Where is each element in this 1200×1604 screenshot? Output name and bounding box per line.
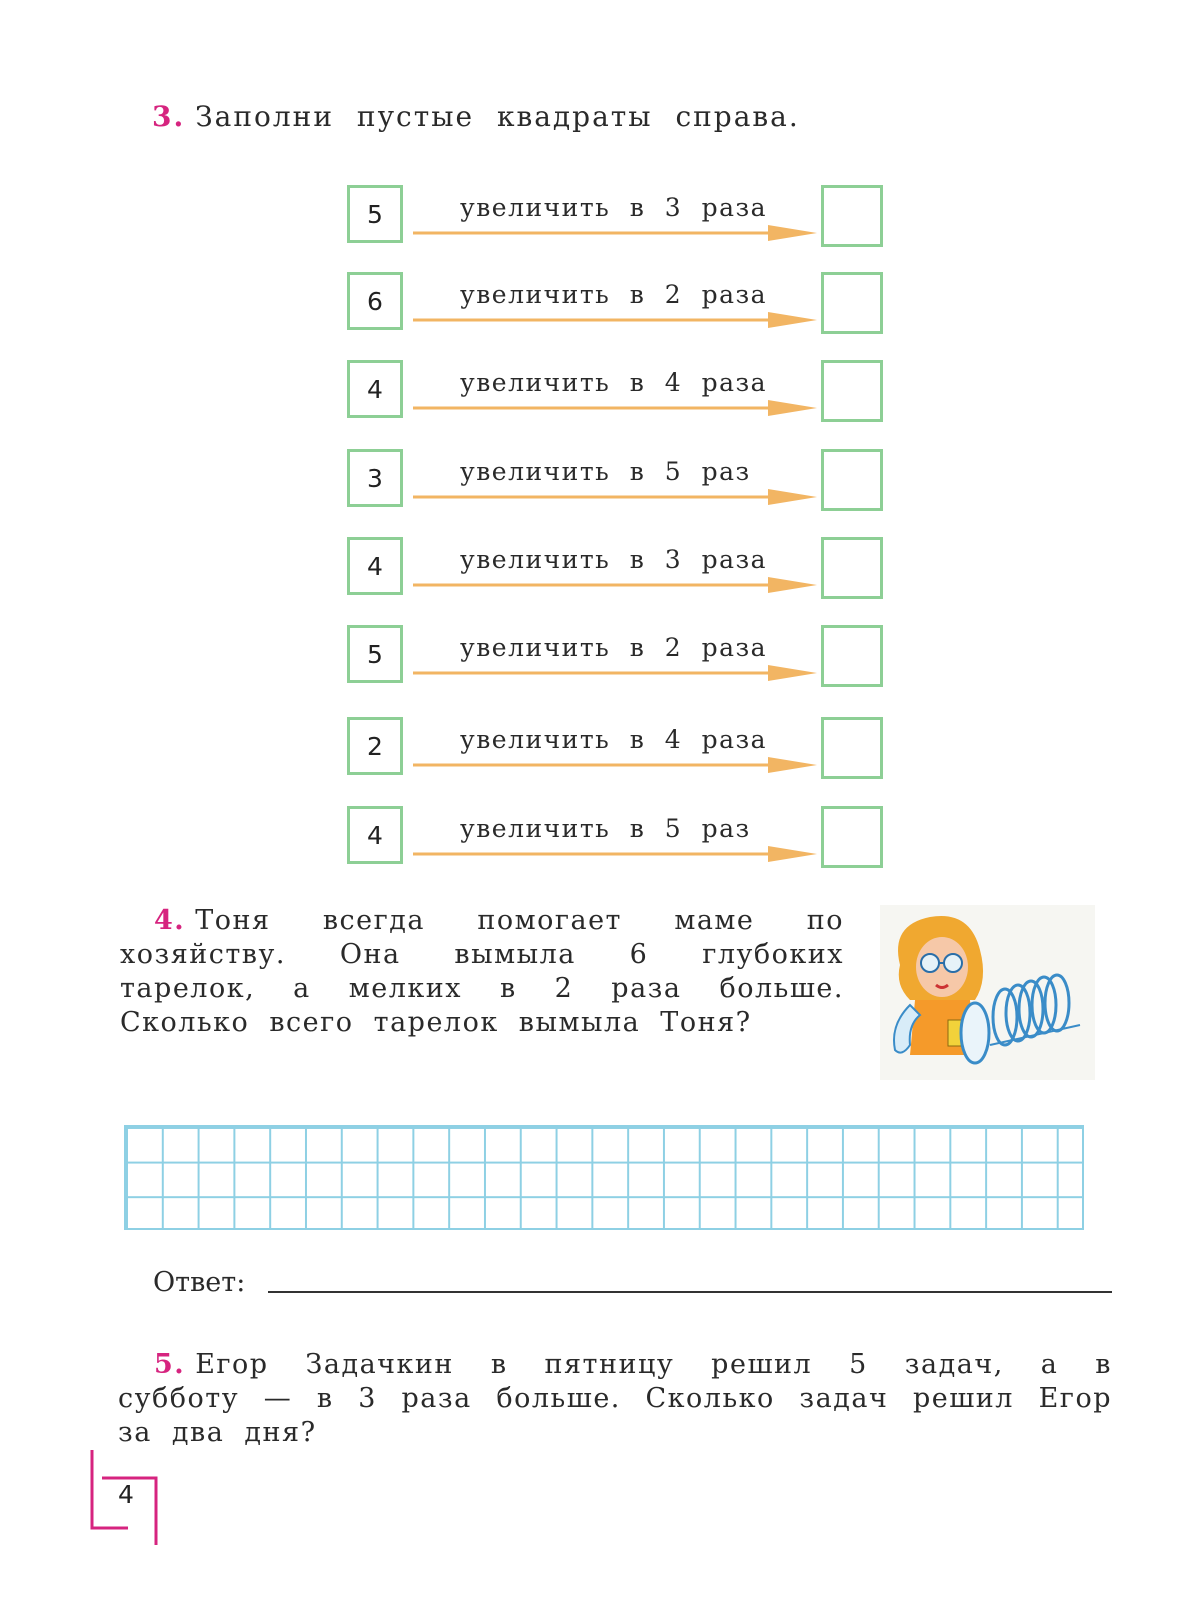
girl-washing-plates-illustration	[880, 905, 1095, 1080]
input-number-box: 3	[347, 449, 403, 507]
input-number-box: 5	[347, 625, 403, 683]
operation-label: увеличить в 3 раза	[460, 193, 768, 222]
arrow-icon	[413, 663, 817, 683]
input-number-box: 6	[347, 272, 403, 330]
input-number-box: 4	[347, 806, 403, 864]
task5-text: Егор Задачкин в пятницу решил 5 задач, а в субботу — в 3 раза больше. Сколько задач решил Егор за два дня?	[118, 1349, 1112, 1448]
task4-paragraph	[120, 904, 844, 1040]
task5-number: 5.	[154, 1349, 186, 1380]
operation-label: увеличить в 2 раза	[460, 280, 768, 309]
answer-box[interactable]	[821, 717, 883, 779]
operation-label: увеличить в 5 раз	[460, 457, 751, 486]
answer-box[interactable]	[821, 625, 883, 687]
answer-line[interactable]	[268, 1291, 1112, 1293]
answer-box[interactable]	[821, 185, 883, 247]
arrow-icon	[413, 575, 817, 595]
answer-box[interactable]	[821, 449, 883, 511]
arrow-icon	[413, 223, 817, 243]
arrow-icon	[413, 398, 817, 418]
answer-box[interactable]	[821, 537, 883, 599]
operation-label: увеличить в 4 раза	[460, 368, 768, 397]
operation-row	[347, 717, 887, 781]
input-number-box: 2	[347, 717, 403, 775]
task3-instruction: Заполни пустые квадраты справа.	[195, 100, 800, 133]
answer-box[interactable]	[821, 806, 883, 868]
arrow-icon	[413, 755, 817, 775]
operation-row	[347, 360, 887, 424]
operation-row	[347, 625, 887, 689]
solution-grid[interactable]	[124, 1125, 1084, 1230]
task4-text: Тоня всегда помогает маме по хозяйству. Она вымыла 6 глубоких тарелок, а мелких в 2 раза больше. Сколько всего тарелок вымыла Тоня?	[120, 905, 844, 1038]
operation-label: увеличить в 5 раз	[460, 814, 751, 843]
task3-number: 3.	[152, 100, 186, 133]
page-number: 4	[118, 1480, 134, 1509]
operation-row	[347, 272, 887, 336]
input-number-box: 4	[347, 360, 403, 418]
operation-row	[347, 185, 887, 249]
operation-label: увеличить в 4 раза	[460, 725, 768, 754]
input-number-box: 4	[347, 537, 403, 595]
task3-heading	[152, 100, 800, 133]
operation-label: увеличить в 3 раза	[460, 545, 768, 574]
arrow-icon	[413, 844, 817, 864]
input-number-box: 5	[347, 185, 403, 243]
answer-label: Ответ:	[153, 1267, 246, 1298]
operation-row	[347, 449, 887, 513]
arrow-icon	[413, 310, 817, 330]
operation-row	[347, 537, 887, 601]
arrow-icon	[413, 487, 817, 507]
operation-row	[347, 806, 887, 870]
task4-number: 4.	[154, 905, 186, 936]
task5-paragraph	[118, 1348, 1112, 1450]
answer-box[interactable]	[821, 272, 883, 334]
operation-label: увеличить в 2 раза	[460, 633, 768, 662]
answer-box[interactable]	[821, 360, 883, 422]
